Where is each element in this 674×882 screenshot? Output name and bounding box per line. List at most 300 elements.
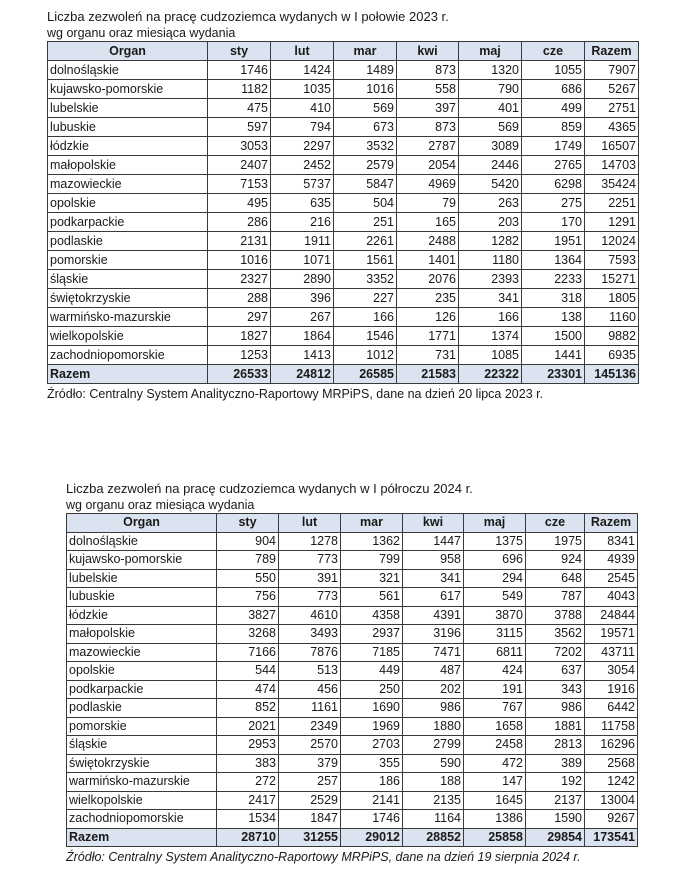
cell-value: 686 bbox=[522, 80, 585, 99]
cell-value: 5847 bbox=[334, 175, 397, 194]
table-row bbox=[48, 194, 639, 213]
cell-value: 1401 bbox=[397, 251, 459, 270]
permits-table-2024 bbox=[66, 513, 638, 847]
cell-value: 789 bbox=[217, 551, 279, 570]
column-header-cze: cze bbox=[522, 42, 585, 61]
cell-value: 852 bbox=[217, 699, 279, 718]
cell-value: 294 bbox=[464, 569, 526, 588]
cell-value: 4969 bbox=[397, 175, 459, 194]
row-label: łódzkie bbox=[48, 137, 208, 156]
column-header-mar: mar bbox=[334, 42, 397, 61]
cell-value: 2751 bbox=[585, 99, 639, 118]
cell-value: 5420 bbox=[459, 175, 522, 194]
row-label: podkarpackie bbox=[48, 213, 208, 232]
cell-value: 3115 bbox=[464, 625, 526, 644]
table-row bbox=[67, 662, 638, 681]
cell-value: 5737 bbox=[271, 175, 334, 194]
table-row bbox=[48, 232, 639, 251]
row-label: mazowieckie bbox=[48, 175, 208, 194]
cell-value: 267 bbox=[271, 308, 334, 327]
cell-value: 3196 bbox=[403, 625, 464, 644]
table-row bbox=[48, 213, 639, 232]
cell-value: 1242 bbox=[585, 773, 638, 792]
cell-value: 1489 bbox=[334, 61, 397, 80]
cell-value: 166 bbox=[459, 308, 522, 327]
column-header-razem: Razem bbox=[585, 42, 639, 61]
total-value: 28710 bbox=[217, 828, 279, 847]
cell-value: 391 bbox=[279, 569, 341, 588]
cell-value: 3788 bbox=[526, 606, 585, 625]
table-row bbox=[67, 569, 638, 588]
cell-value: 773 bbox=[279, 588, 341, 607]
cell-value: 2021 bbox=[217, 717, 279, 736]
cell-value: 1374 bbox=[459, 327, 522, 346]
cell-value: 14703 bbox=[585, 156, 639, 175]
cell-value: 1561 bbox=[334, 251, 397, 270]
cell-value: 203 bbox=[459, 213, 522, 232]
cell-value: 1881 bbox=[526, 717, 585, 736]
cell-value: 790 bbox=[459, 80, 522, 99]
table-row bbox=[67, 699, 638, 718]
row-label: zachodniopomorskie bbox=[48, 346, 208, 365]
cell-value: 4365 bbox=[585, 118, 639, 137]
table-row bbox=[48, 308, 639, 327]
cell-value: 379 bbox=[279, 754, 341, 773]
cell-value: 79 bbox=[397, 194, 459, 213]
cell-value: 635 bbox=[271, 194, 334, 213]
cell-value: 1035 bbox=[271, 80, 334, 99]
cell-value: 1016 bbox=[334, 80, 397, 99]
cell-value: 1164 bbox=[403, 810, 464, 829]
cell-value: 958 bbox=[403, 551, 464, 570]
total-label: Razem bbox=[48, 365, 208, 384]
cell-value: 341 bbox=[403, 569, 464, 588]
row-label: warmińsko-mazurskie bbox=[48, 308, 208, 327]
table-row bbox=[48, 156, 639, 175]
cell-value: 696 bbox=[464, 551, 526, 570]
cell-value: 250 bbox=[341, 680, 403, 699]
cell-value: 1055 bbox=[522, 61, 585, 80]
table-block-2023 bbox=[47, 8, 639, 402]
cell-value: 2393 bbox=[459, 270, 522, 289]
cell-value: 1016 bbox=[208, 251, 271, 270]
total-value: 29012 bbox=[341, 828, 403, 847]
cell-value: 3268 bbox=[217, 625, 279, 644]
cell-value: 1827 bbox=[208, 327, 271, 346]
cell-value: 487 bbox=[403, 662, 464, 681]
cell-value: 1645 bbox=[464, 791, 526, 810]
cell-value: 787 bbox=[526, 588, 585, 607]
total-value: 31255 bbox=[279, 828, 341, 847]
table-row bbox=[48, 118, 639, 137]
cell-value: 513 bbox=[279, 662, 341, 681]
cell-value: 5267 bbox=[585, 80, 639, 99]
cell-value: 4939 bbox=[585, 551, 638, 570]
cell-value: 474 bbox=[217, 680, 279, 699]
table-row bbox=[67, 680, 638, 699]
cell-value: 3562 bbox=[526, 625, 585, 644]
cell-value: 7153 bbox=[208, 175, 271, 194]
cell-value: 2407 bbox=[208, 156, 271, 175]
cell-value: 558 bbox=[397, 80, 459, 99]
cell-value: 2545 bbox=[585, 569, 638, 588]
cell-value: 2054 bbox=[397, 156, 459, 175]
cell-value: 590 bbox=[403, 754, 464, 773]
cell-value: 2261 bbox=[334, 232, 397, 251]
cell-value: 2446 bbox=[459, 156, 522, 175]
cell-value: 799 bbox=[341, 551, 403, 570]
row-label: świętokrzyskie bbox=[67, 754, 217, 773]
cell-value: 773 bbox=[279, 551, 341, 570]
cell-value: 9267 bbox=[585, 810, 638, 829]
cell-value: 7185 bbox=[341, 643, 403, 662]
cell-value: 24844 bbox=[585, 606, 638, 625]
row-label: łódzkie bbox=[67, 606, 217, 625]
cell-value: 617 bbox=[403, 588, 464, 607]
cell-value: 216 bbox=[271, 213, 334, 232]
cell-value: 1805 bbox=[585, 289, 639, 308]
column-header-organ: Organ bbox=[48, 42, 208, 61]
column-header-maj: maj bbox=[464, 514, 526, 533]
cell-value: 4610 bbox=[279, 606, 341, 625]
cell-value: 2953 bbox=[217, 736, 279, 755]
table-block-2024 bbox=[66, 480, 638, 865]
table-row bbox=[48, 251, 639, 270]
row-label: kujawsko-pomorskie bbox=[48, 80, 208, 99]
table-title: Liczba zezwoleń na pracę cudzoziemca wydanych w I półroczu 2024 r. bbox=[66, 481, 473, 496]
cell-value: 275 bbox=[522, 194, 585, 213]
header-row bbox=[67, 514, 638, 533]
cell-value: 251 bbox=[334, 213, 397, 232]
total-value: 29854 bbox=[526, 828, 585, 847]
cell-value: 1690 bbox=[341, 699, 403, 718]
row-label: lubuskie bbox=[67, 588, 217, 607]
total-value: 23301 bbox=[522, 365, 585, 384]
source-note: Źródło: Centralny System Analityczno-Raportowy MRPiPS, dane na dzień 20 lipca 2023 r. bbox=[47, 387, 544, 401]
table-row bbox=[67, 625, 638, 644]
total-value: 28852 bbox=[403, 828, 464, 847]
cell-value: 1746 bbox=[341, 810, 403, 829]
cell-value: 1386 bbox=[464, 810, 526, 829]
cell-value: 499 bbox=[522, 99, 585, 118]
cell-value: 7593 bbox=[585, 251, 639, 270]
table-row bbox=[67, 717, 638, 736]
cell-value: 1413 bbox=[271, 346, 334, 365]
cell-value: 396 bbox=[271, 289, 334, 308]
cell-value: 4391 bbox=[403, 606, 464, 625]
row-label: śląskie bbox=[48, 270, 208, 289]
cell-value: 186 bbox=[341, 773, 403, 792]
cell-value: 2251 bbox=[585, 194, 639, 213]
cell-value: 8341 bbox=[585, 532, 638, 551]
table-row bbox=[67, 773, 638, 792]
cell-value: 297 bbox=[208, 308, 271, 327]
row-label: opolskie bbox=[48, 194, 208, 213]
total-value: 173541 bbox=[585, 828, 638, 847]
cell-value: 1447 bbox=[403, 532, 464, 551]
cell-value: 7907 bbox=[585, 61, 639, 80]
cell-value: 986 bbox=[526, 699, 585, 718]
cell-value: 1253 bbox=[208, 346, 271, 365]
table-title: Liczba zezwoleń na pracę cudzoziemca wydanych w I połowie 2023 r. bbox=[47, 9, 449, 24]
source-note: Źródło: Centralny System Analityczno-Raportowy MRPiPS, dane na dzień 19 sierpnia 2024 r. bbox=[66, 850, 581, 864]
cell-value: 1771 bbox=[397, 327, 459, 346]
cell-value: 1746 bbox=[208, 61, 271, 80]
row-label: wielkopolskie bbox=[48, 327, 208, 346]
cell-value: 1362 bbox=[341, 532, 403, 551]
cell-value: 3532 bbox=[334, 137, 397, 156]
cell-value: 1546 bbox=[334, 327, 397, 346]
table-row bbox=[67, 791, 638, 810]
cell-value: 597 bbox=[208, 118, 271, 137]
cell-value: 410 bbox=[271, 99, 334, 118]
table-row bbox=[48, 346, 639, 365]
cell-value: 7471 bbox=[403, 643, 464, 662]
cell-value: 355 bbox=[341, 754, 403, 773]
row-label: mazowieckie bbox=[67, 643, 217, 662]
column-header-organ: Organ bbox=[67, 514, 217, 533]
row-label: podlaskie bbox=[67, 699, 217, 718]
cell-value: 1282 bbox=[459, 232, 522, 251]
row-label: pomorskie bbox=[48, 251, 208, 270]
cell-value: 170 bbox=[522, 213, 585, 232]
total-value: 22322 bbox=[459, 365, 522, 384]
cell-value: 1278 bbox=[279, 532, 341, 551]
cell-value: 401 bbox=[459, 99, 522, 118]
cell-value: 9882 bbox=[585, 327, 639, 346]
cell-value: 2813 bbox=[526, 736, 585, 755]
cell-value: 7876 bbox=[279, 643, 341, 662]
column-header-kwi: kwi bbox=[397, 42, 459, 61]
total-value: 145136 bbox=[585, 365, 639, 384]
row-label: małopolskie bbox=[67, 625, 217, 644]
cell-value: 456 bbox=[279, 680, 341, 699]
cell-value: 504 bbox=[334, 194, 397, 213]
cell-value: 13004 bbox=[585, 791, 638, 810]
cell-value: 6811 bbox=[464, 643, 526, 662]
cell-value: 648 bbox=[526, 569, 585, 588]
table-row bbox=[67, 810, 638, 829]
cell-value: 1911 bbox=[271, 232, 334, 251]
cell-value: 495 bbox=[208, 194, 271, 213]
cell-value: 1590 bbox=[526, 810, 585, 829]
column-header-maj: maj bbox=[459, 42, 522, 61]
cell-value: 3352 bbox=[334, 270, 397, 289]
cell-value: 2579 bbox=[334, 156, 397, 175]
table-row bbox=[48, 137, 639, 156]
cell-value: 16296 bbox=[585, 736, 638, 755]
cell-value: 2529 bbox=[279, 791, 341, 810]
cell-value: 756 bbox=[217, 588, 279, 607]
table-subtitle: wg organu oraz miesiąca wydania bbox=[66, 498, 255, 512]
row-label: zachodniopomorskie bbox=[67, 810, 217, 829]
row-label: dolnośląskie bbox=[67, 532, 217, 551]
cell-value: 1847 bbox=[279, 810, 341, 829]
cell-value: 1291 bbox=[585, 213, 639, 232]
table-row bbox=[48, 175, 639, 194]
cell-value: 2131 bbox=[208, 232, 271, 251]
row-label: wielkopolskie bbox=[67, 791, 217, 810]
cell-value: 1071 bbox=[271, 251, 334, 270]
total-value: 24812 bbox=[271, 365, 334, 384]
cell-value: 569 bbox=[459, 118, 522, 137]
column-header-sty: sty bbox=[217, 514, 279, 533]
cell-value: 4358 bbox=[341, 606, 403, 625]
cell-value: 550 bbox=[217, 569, 279, 588]
cell-value: 383 bbox=[217, 754, 279, 773]
row-label: podkarpackie bbox=[67, 680, 217, 699]
cell-value: 2568 bbox=[585, 754, 638, 773]
table-row bbox=[67, 588, 638, 607]
column-header-kwi: kwi bbox=[403, 514, 464, 533]
cell-value: 227 bbox=[334, 289, 397, 308]
table-row bbox=[67, 532, 638, 551]
cell-value: 3493 bbox=[279, 625, 341, 644]
cell-value: 191 bbox=[464, 680, 526, 699]
cell-value: 3053 bbox=[208, 137, 271, 156]
cell-value: 2765 bbox=[522, 156, 585, 175]
cell-value: 188 bbox=[403, 773, 464, 792]
cell-value: 138 bbox=[522, 308, 585, 327]
cell-value: 343 bbox=[526, 680, 585, 699]
header-row bbox=[48, 42, 639, 61]
table-row bbox=[48, 80, 639, 99]
cell-value: 1864 bbox=[271, 327, 334, 346]
cell-value: 2488 bbox=[397, 232, 459, 251]
cell-value: 2787 bbox=[397, 137, 459, 156]
cell-value: 1880 bbox=[403, 717, 464, 736]
cell-value: 873 bbox=[397, 61, 459, 80]
cell-value: 202 bbox=[403, 680, 464, 699]
cell-value: 1424 bbox=[271, 61, 334, 80]
cell-value: 1180 bbox=[459, 251, 522, 270]
row-label: świętokrzyskie bbox=[48, 289, 208, 308]
cell-value: 424 bbox=[464, 662, 526, 681]
cell-value: 767 bbox=[464, 699, 526, 718]
row-label: lubelskie bbox=[67, 569, 217, 588]
table-row bbox=[48, 270, 639, 289]
cell-value: 1364 bbox=[522, 251, 585, 270]
cell-value: 288 bbox=[208, 289, 271, 308]
cell-value: 2799 bbox=[403, 736, 464, 755]
column-header-lut: lut bbox=[279, 514, 341, 533]
cell-value: 2327 bbox=[208, 270, 271, 289]
cell-value: 2937 bbox=[341, 625, 403, 644]
cell-value: 1161 bbox=[279, 699, 341, 718]
table-row bbox=[67, 643, 638, 662]
cell-value: 1160 bbox=[585, 308, 639, 327]
total-label: Razem bbox=[67, 828, 217, 847]
row-label: śląskie bbox=[67, 736, 217, 755]
table-subtitle: wg organu oraz miesiąca wydania bbox=[47, 26, 236, 40]
cell-value: 1182 bbox=[208, 80, 271, 99]
cell-value: 472 bbox=[464, 754, 526, 773]
cell-value: 673 bbox=[334, 118, 397, 137]
column-header-sty: sty bbox=[208, 42, 271, 61]
row-label: lubuskie bbox=[48, 118, 208, 137]
cell-value: 397 bbox=[397, 99, 459, 118]
cell-value: 859 bbox=[522, 118, 585, 137]
cell-value: 1975 bbox=[526, 532, 585, 551]
cell-value: 1441 bbox=[522, 346, 585, 365]
cell-value: 1916 bbox=[585, 680, 638, 699]
cell-value: 2297 bbox=[271, 137, 334, 156]
cell-value: 147 bbox=[464, 773, 526, 792]
cell-value: 16507 bbox=[585, 137, 639, 156]
permits-table-2023 bbox=[47, 41, 639, 384]
cell-value: 549 bbox=[464, 588, 526, 607]
cell-value: 569 bbox=[334, 99, 397, 118]
table-row bbox=[48, 99, 639, 118]
cell-value: 19571 bbox=[585, 625, 638, 644]
row-label: pomorskie bbox=[67, 717, 217, 736]
row-label: lubelskie bbox=[48, 99, 208, 118]
cell-value: 637 bbox=[526, 662, 585, 681]
cell-value: 7202 bbox=[526, 643, 585, 662]
cell-value: 389 bbox=[526, 754, 585, 773]
table-row bbox=[67, 754, 638, 773]
cell-value: 2349 bbox=[279, 717, 341, 736]
cell-value: 4043 bbox=[585, 588, 638, 607]
cell-value: 1658 bbox=[464, 717, 526, 736]
row-label: warmińsko-mazurskie bbox=[67, 773, 217, 792]
cell-value: 1969 bbox=[341, 717, 403, 736]
cell-value: 904 bbox=[217, 532, 279, 551]
row-label: dolnośląskie bbox=[48, 61, 208, 80]
total-value: 26533 bbox=[208, 365, 271, 384]
cell-value: 1500 bbox=[522, 327, 585, 346]
row-label: podlaskie bbox=[48, 232, 208, 251]
cell-value: 794 bbox=[271, 118, 334, 137]
cell-value: 1320 bbox=[459, 61, 522, 80]
cell-value: 6935 bbox=[585, 346, 639, 365]
cell-value: 544 bbox=[217, 662, 279, 681]
cell-value: 561 bbox=[341, 588, 403, 607]
cell-value: 2458 bbox=[464, 736, 526, 755]
cell-value: 126 bbox=[397, 308, 459, 327]
cell-value: 2417 bbox=[217, 791, 279, 810]
cell-value: 2076 bbox=[397, 270, 459, 289]
cell-value: 257 bbox=[279, 773, 341, 792]
row-label: kujawsko-pomorskie bbox=[67, 551, 217, 570]
table-row bbox=[67, 736, 638, 755]
cell-value: 731 bbox=[397, 346, 459, 365]
total-row bbox=[67, 828, 638, 847]
cell-value: 986 bbox=[403, 699, 464, 718]
cell-value: 6298 bbox=[522, 175, 585, 194]
cell-value: 3870 bbox=[464, 606, 526, 625]
cell-value: 43711 bbox=[585, 643, 638, 662]
row-label: opolskie bbox=[67, 662, 217, 681]
cell-value: 1534 bbox=[217, 810, 279, 829]
cell-value: 3827 bbox=[217, 606, 279, 625]
cell-value: 449 bbox=[341, 662, 403, 681]
cell-value: 286 bbox=[208, 213, 271, 232]
column-header-cze: cze bbox=[526, 514, 585, 533]
cell-value: 2141 bbox=[341, 791, 403, 810]
cell-value: 15271 bbox=[585, 270, 639, 289]
cell-value: 2703 bbox=[341, 736, 403, 755]
cell-value: 35424 bbox=[585, 175, 639, 194]
table-row bbox=[48, 289, 639, 308]
cell-value: 321 bbox=[341, 569, 403, 588]
column-header-mar: mar bbox=[341, 514, 403, 533]
cell-value: 6442 bbox=[585, 699, 638, 718]
total-value: 25858 bbox=[464, 828, 526, 847]
cell-value: 1375 bbox=[464, 532, 526, 551]
cell-value: 2452 bbox=[271, 156, 334, 175]
cell-value: 272 bbox=[217, 773, 279, 792]
